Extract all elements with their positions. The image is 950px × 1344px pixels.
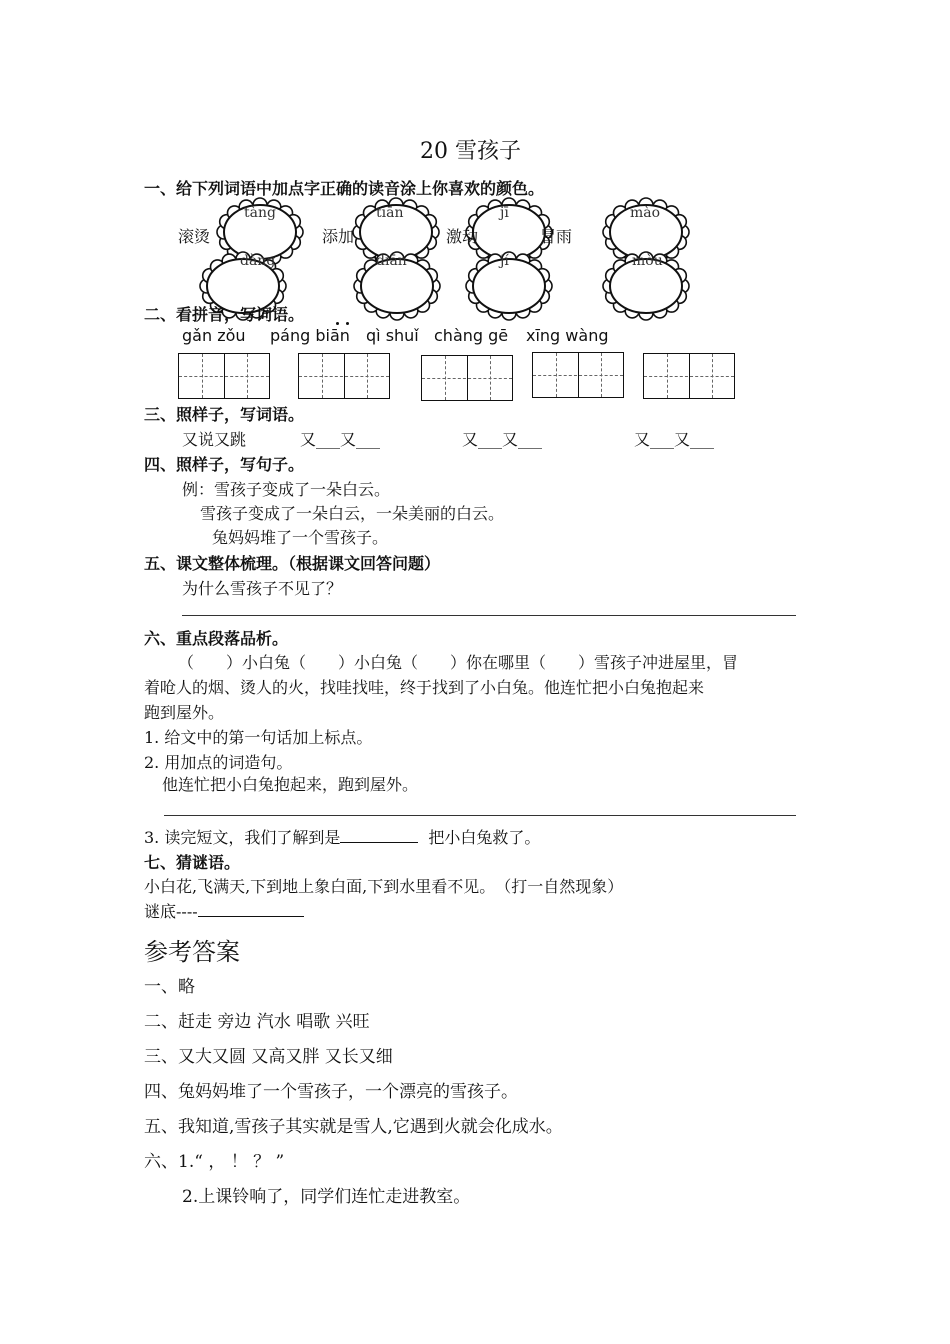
- answer-line-3: 三、又大又圆 又高又胖 又长又细: [144, 1047, 393, 1067]
- pinyin-top-1: tàng: [244, 205, 276, 221]
- section-4-heading: 四、照样子，写句子。: [144, 455, 305, 474]
- answers-heading: 参考答案: [144, 938, 240, 966]
- writing-grid-1[interactable]: [178, 353, 270, 399]
- example-sentence-expanded: 雪孩子变成了一朵白云，一朵美丽的白云。: [200, 504, 505, 523]
- answer-line-4: 四、兔妈妈堆了一个雪孩子，一个漂亮的雪孩子。: [144, 1082, 518, 1102]
- fill-blank[interactable]: [340, 828, 418, 843]
- section-1-heading: 一、给下列词语中加点字正确的读音涂上你喜欢的颜色。: [144, 179, 545, 198]
- question-3: 3. 读完短文，我们了解到是 把小白兔救了。: [144, 828, 541, 847]
- pinyin-top-2: tiān: [376, 205, 404, 221]
- answer-line-1: 一、略: [144, 977, 195, 997]
- section-6-heading: 六、重点段落品析。: [144, 629, 289, 648]
- writing-grid-2[interactable]: [298, 353, 390, 399]
- page-title: 20 雪孩子: [420, 139, 521, 164]
- task-sentence: 兔妈妈堆了一个雪孩子。: [212, 528, 389, 547]
- section-2-heading: 二、看拼音，写词语。: [144, 305, 305, 324]
- riddle-answer: 谜底----: [144, 899, 304, 922]
- example-sentence: 例：雪孩子变成了一朵白云。: [182, 480, 391, 499]
- flower-choice-7[interactable]: [466, 252, 552, 320]
- pinyin-top-3: jī: [500, 205, 509, 221]
- emphasis-dot: [336, 322, 339, 325]
- writing-grid-4[interactable]: [532, 352, 624, 398]
- emphasis-dot: [346, 322, 349, 325]
- pinyin-5: xīng wàng: [526, 326, 609, 345]
- pinyin-2: páng biān: [270, 326, 350, 345]
- paragraph-line-1: （ ）小白兔（ ）小白兔（ ）你在哪里（ ）雪孩子冲进屋里，冒: [178, 653, 739, 672]
- paragraph-line-3: 跑到屋外。: [144, 703, 225, 722]
- word-4: 冒雨: [540, 227, 573, 246]
- section-7-heading: 七、猜谜语。: [144, 853, 241, 872]
- pinyin-top-4: mào: [630, 205, 661, 221]
- pattern-blank-1[interactable]: 又___又___: [300, 430, 381, 449]
- word-2: 添加: [322, 227, 355, 246]
- answer-line[interactable]: [164, 815, 796, 816]
- pinyin-bottom-4: mòu: [632, 253, 663, 269]
- question: 为什么雪孩子不见了？: [182, 579, 343, 598]
- pinyin-1: gǎn zǒu: [182, 326, 246, 345]
- pinyin-4: chàng gē: [434, 326, 509, 345]
- pinyin-bottom-1: dàng: [240, 253, 276, 269]
- word-1: 滚烫: [178, 227, 211, 246]
- writing-grid-3[interactable]: [421, 355, 513, 401]
- answer-line[interactable]: [182, 615, 796, 616]
- pinyin-3: qì shuǐ: [366, 326, 419, 345]
- writing-grid-5[interactable]: [643, 353, 735, 399]
- section-5-heading: 五、课文整体梳理。（根据课文回答问题）: [144, 554, 441, 573]
- riddle: 小白花,飞满天,下到地上象白面,下到水里看不见。 （打一自然现象）: [144, 877, 624, 896]
- section-3-heading: 三、照样子，写词语。: [144, 405, 305, 424]
- question-2: 2. 用加点的词造句。: [144, 753, 293, 772]
- word-3: 激动: [446, 227, 479, 246]
- pinyin-bottom-2: diān: [376, 253, 407, 269]
- flower-shapes: [0, 0, 950, 330]
- example-phrase: 又说又跳: [182, 430, 247, 449]
- answer-line-2: 二、赶走 旁边 汽水 唱歌 兴旺: [144, 1012, 370, 1032]
- pattern-blank-3[interactable]: 又___又___: [634, 430, 715, 449]
- answer-line-5: 五、我知道,雪孩子其实就是雪人,它遇到火就会化成水。: [144, 1117, 563, 1137]
- pattern-blank-2[interactable]: 又___又___: [462, 430, 543, 449]
- riddle-blank[interactable]: [198, 902, 304, 917]
- question-1: 1. 给文中的第一句话加上标点。: [144, 728, 373, 747]
- answer-line-6: 六、1.“ ， ！ ？ ”: [144, 1152, 285, 1172]
- question-2-sentence: 他连忙把小白兔抱起来，跑到屋外。: [162, 775, 419, 794]
- paragraph-line-2: 着呛人的烟、烫人的火，找哇找哇，终于找到了小白兔。他连忙把小白兔抱起来: [144, 678, 705, 697]
- answer-line-7: 2.上课铃响了，同学们连忙走进教室。: [182, 1187, 471, 1207]
- pinyin-bottom-3: jí: [500, 253, 509, 269]
